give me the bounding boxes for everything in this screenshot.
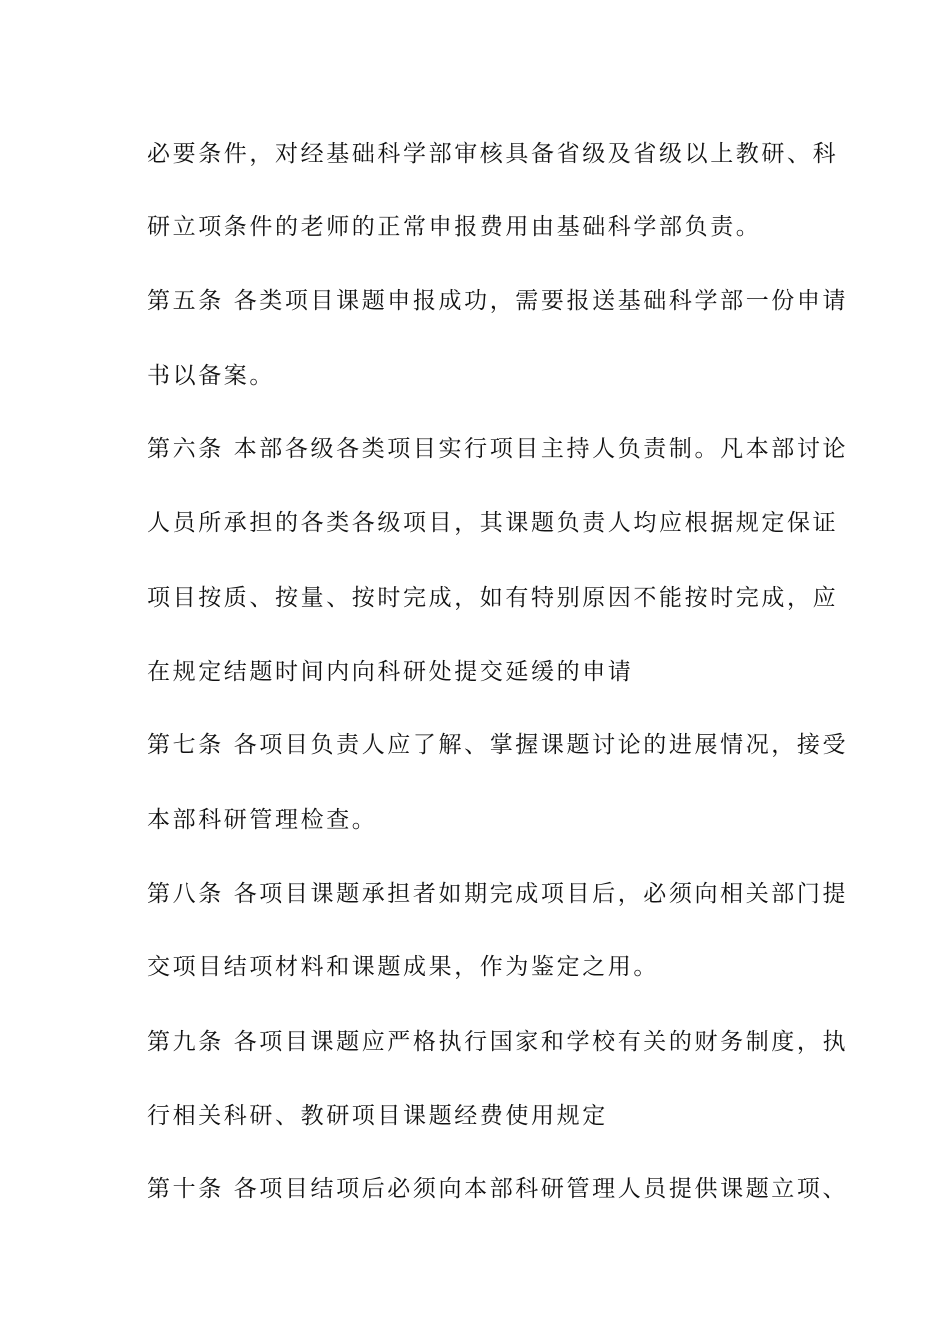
text-line: 行相关科研、教研项目课题经费使用规定 [147,1103,608,1129]
text-line: 本部科研管理检查。 [147,807,378,833]
text-line: 第六条 本部各级各类项目实行项目主持人负责制。凡本部讨论 [147,436,849,462]
text-line: 在规定结题时间内向科研处提交延缓的申请 [147,659,634,685]
text-line: 第五条 各类项目课题申报成功，需要报送基础科学部一份申请 [147,288,849,314]
text-line: 第八条 各项目课题承担者如期完成项目后，必须向相关部门提 [147,881,849,907]
text-line: 人员所承担的各类各级项目，其课题负责人均应根据规定保证 [147,510,839,536]
text-line: 第九条 各项目课题应严格执行国家和学校有关的财务制度，执 [147,1029,849,1055]
text-line: 第七条 各项目负责人应了解、掌握课题讨论的进展情况，接受 [147,732,849,758]
text-line: 第十条 各项目结项后必须向本部科研管理人员提供课题立项、 [147,1176,849,1202]
text-line: 研立项条件的老师的正常申报费用由基础科学部负责。 [147,214,762,240]
text-line: 书以备案。 [147,363,275,389]
text-line: 必要条件，对经基础科学部审核具备省级及省级以上教研、科 [147,141,839,167]
text-line: 交项目结项材料和课题成果，作为鉴定之用。 [147,954,659,980]
text-line: 项目按质、按量、按时完成，如有特别原因不能按时完成，应 [147,585,839,611]
